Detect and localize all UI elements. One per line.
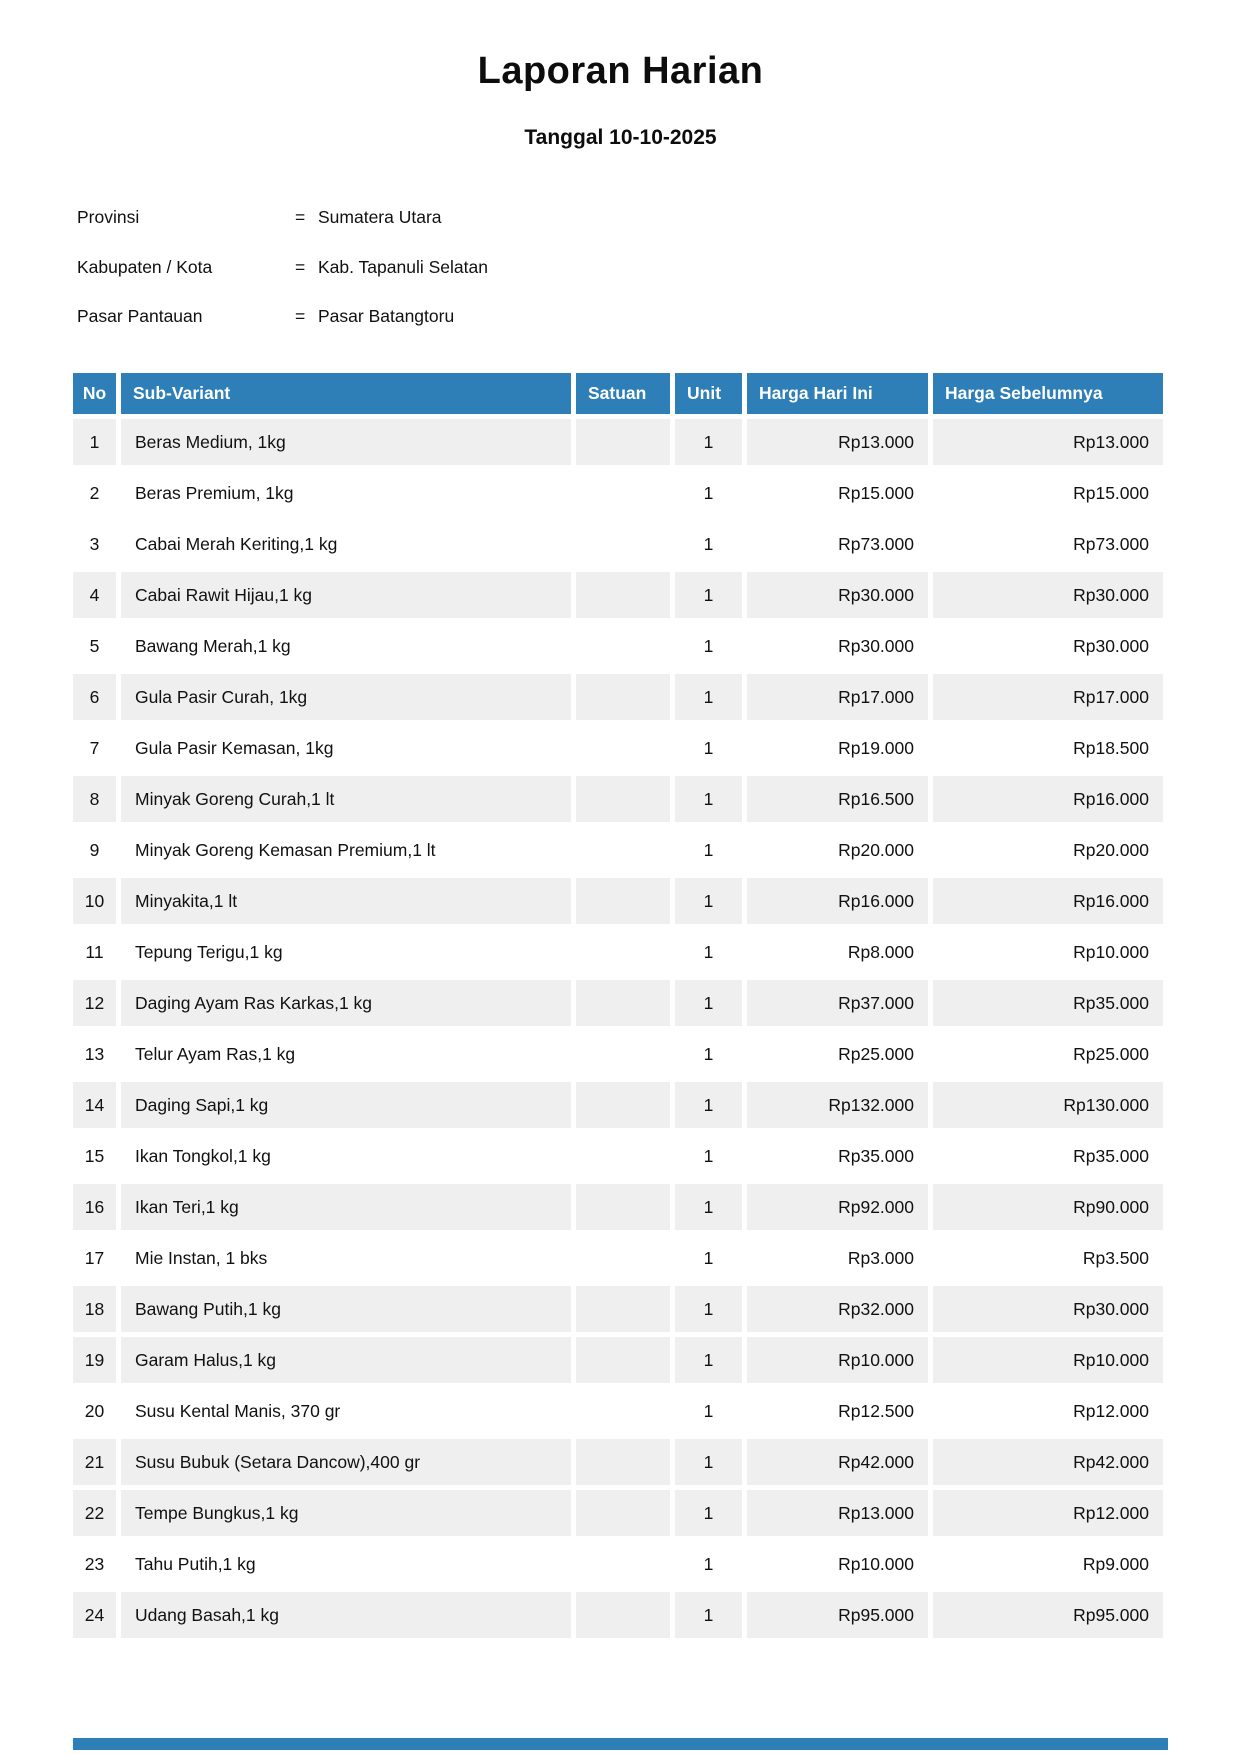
table-row bbox=[73, 1184, 1163, 1230]
cell-satuan bbox=[576, 1082, 670, 1128]
table-row bbox=[73, 1592, 1163, 1638]
cell-satuan bbox=[576, 572, 670, 618]
cell-unit: 1 bbox=[675, 1082, 742, 1128]
metadata-separator: = bbox=[295, 207, 306, 227]
cell-no: 14 bbox=[73, 1082, 116, 1128]
table-row bbox=[73, 725, 1163, 771]
cell-satuan bbox=[576, 521, 670, 567]
column-header-no: No bbox=[73, 373, 116, 414]
cell-unit: 1 bbox=[675, 725, 742, 771]
table-row bbox=[73, 1031, 1163, 1077]
cell-no: 18 bbox=[73, 1286, 116, 1332]
cell-no: 10 bbox=[73, 878, 116, 924]
cell-sub-variant: Udang Basah,1 kg bbox=[121, 1592, 571, 1638]
cell-harga-sebelumnya: Rp90.000 bbox=[933, 1184, 1163, 1230]
cell-harga-sebelumnya: Rp130.000 bbox=[933, 1082, 1163, 1128]
cell-harga-sebelumnya: Rp16.000 bbox=[933, 776, 1163, 822]
cell-satuan bbox=[576, 929, 670, 975]
cell-unit: 1 bbox=[675, 1235, 742, 1281]
cell-sub-variant: Tepung Terigu,1 kg bbox=[121, 929, 571, 975]
cell-satuan bbox=[576, 776, 670, 822]
cell-sub-variant: Susu Bubuk (Setara Dancow),400 gr bbox=[121, 1439, 571, 1485]
cell-no: 9 bbox=[73, 827, 116, 873]
cell-satuan bbox=[576, 674, 670, 720]
cell-harga-sebelumnya: Rp10.000 bbox=[933, 929, 1163, 975]
column-header-harga-sebelumnya: Harga Sebelumnya bbox=[933, 373, 1163, 414]
cell-no: 3 bbox=[73, 521, 116, 567]
table-row bbox=[73, 623, 1163, 669]
cell-harga-sebelumnya: Rp9.000 bbox=[933, 1541, 1163, 1587]
cell-harga-sebelumnya: Rp35.000 bbox=[933, 1133, 1163, 1179]
cell-sub-variant: Cabai Merah Keriting,1 kg bbox=[121, 521, 571, 567]
metadata-label: Provinsi bbox=[77, 207, 140, 227]
cell-sub-variant: Telur Ayam Ras,1 kg bbox=[121, 1031, 571, 1077]
table-body bbox=[73, 419, 1163, 1638]
cell-harga-hari-ini: Rp32.000 bbox=[747, 1286, 928, 1332]
table-row bbox=[73, 419, 1163, 465]
metadata-block bbox=[77, 207, 1241, 327]
cell-sub-variant: Ikan Teri,1 kg bbox=[121, 1184, 571, 1230]
table-row bbox=[73, 1388, 1163, 1434]
table-row bbox=[73, 980, 1163, 1026]
cell-harga-sebelumnya: Rp25.000 bbox=[933, 1031, 1163, 1077]
table-row bbox=[73, 572, 1163, 618]
metadata-row-provinsi bbox=[77, 207, 1241, 228]
cell-harga-sebelumnya: Rp30.000 bbox=[933, 572, 1163, 618]
cell-satuan bbox=[576, 980, 670, 1026]
cell-no: 23 bbox=[73, 1541, 116, 1587]
cell-harga-hari-ini: Rp19.000 bbox=[747, 725, 928, 771]
cell-harga-hari-ini: Rp8.000 bbox=[747, 929, 928, 975]
cell-harga-sebelumnya: Rp20.000 bbox=[933, 827, 1163, 873]
cell-satuan bbox=[576, 725, 670, 771]
cell-harga-sebelumnya: Rp30.000 bbox=[933, 623, 1163, 669]
cell-no: 5 bbox=[73, 623, 116, 669]
cell-harga-sebelumnya: Rp10.000 bbox=[933, 1337, 1163, 1383]
cell-unit: 1 bbox=[675, 521, 742, 567]
next-page-table-header-edge bbox=[73, 1738, 1168, 1750]
cell-unit: 1 bbox=[675, 1490, 742, 1536]
cell-no: 19 bbox=[73, 1337, 116, 1383]
cell-unit: 1 bbox=[675, 623, 742, 669]
cell-harga-hari-ini: Rp10.000 bbox=[747, 1337, 928, 1383]
cell-harga-sebelumnya: Rp73.000 bbox=[933, 521, 1163, 567]
cell-no: 24 bbox=[73, 1592, 116, 1638]
cell-no: 8 bbox=[73, 776, 116, 822]
cell-no: 13 bbox=[73, 1031, 116, 1077]
cell-sub-variant: Bawang Merah,1 kg bbox=[121, 623, 571, 669]
cell-satuan bbox=[576, 1133, 670, 1179]
table-row bbox=[73, 1082, 1163, 1128]
cell-harga-hari-ini: Rp92.000 bbox=[747, 1184, 928, 1230]
cell-sub-variant: Ikan Tongkol,1 kg bbox=[121, 1133, 571, 1179]
cell-harga-hari-ini: Rp42.000 bbox=[747, 1439, 928, 1485]
cell-no: 15 bbox=[73, 1133, 116, 1179]
cell-harga-hari-ini: Rp35.000 bbox=[747, 1133, 928, 1179]
cell-no: 11 bbox=[73, 929, 116, 975]
cell-sub-variant: Beras Premium, 1kg bbox=[121, 470, 571, 516]
cell-sub-variant: Minyakita,1 lt bbox=[121, 878, 571, 924]
metadata-row-pasar-pantauan bbox=[77, 306, 1241, 327]
cell-sub-variant: Bawang Putih,1 kg bbox=[121, 1286, 571, 1332]
table-row bbox=[73, 1133, 1163, 1179]
cell-harga-hari-ini: Rp73.000 bbox=[747, 521, 928, 567]
cell-sub-variant: Tahu Putih,1 kg bbox=[121, 1541, 571, 1587]
cell-unit: 1 bbox=[675, 1541, 742, 1587]
cell-harga-sebelumnya: Rp13.000 bbox=[933, 419, 1163, 465]
cell-satuan bbox=[576, 419, 670, 465]
cell-no: 12 bbox=[73, 980, 116, 1026]
table-row bbox=[73, 1541, 1163, 1587]
cell-satuan bbox=[576, 1337, 670, 1383]
table-row bbox=[73, 1286, 1163, 1332]
cell-unit: 1 bbox=[675, 470, 742, 516]
cell-unit: 1 bbox=[675, 1439, 742, 1485]
cell-no: 20 bbox=[73, 1388, 116, 1434]
cell-satuan bbox=[576, 1439, 670, 1485]
cell-satuan bbox=[576, 1541, 670, 1587]
cell-unit: 1 bbox=[675, 572, 742, 618]
table-row bbox=[73, 521, 1163, 567]
cell-harga-hari-ini: Rp132.000 bbox=[747, 1082, 928, 1128]
table-header-row bbox=[73, 373, 1163, 414]
cell-harga-hari-ini: Rp10.000 bbox=[747, 1541, 928, 1587]
cell-harga-sebelumnya: Rp16.000 bbox=[933, 878, 1163, 924]
cell-sub-variant: Daging Sapi,1 kg bbox=[121, 1082, 571, 1128]
column-header-sub-variant: Sub-Variant bbox=[121, 373, 571, 414]
metadata-value: Sumatera Utara bbox=[318, 207, 442, 227]
cell-harga-sebelumnya: Rp95.000 bbox=[933, 1592, 1163, 1638]
cell-harga-hari-ini: Rp95.000 bbox=[747, 1592, 928, 1638]
cell-satuan bbox=[576, 1490, 670, 1536]
cell-no: 6 bbox=[73, 674, 116, 720]
cell-harga-hari-ini: Rp15.000 bbox=[747, 470, 928, 516]
cell-sub-variant: Tempe Bungkus,1 kg bbox=[121, 1490, 571, 1536]
cell-unit: 1 bbox=[675, 1184, 742, 1230]
cell-no: 4 bbox=[73, 572, 116, 618]
table-row bbox=[73, 929, 1163, 975]
metadata-label: Kabupaten / Kota bbox=[77, 256, 213, 277]
cell-harga-hari-ini: Rp16.000 bbox=[747, 878, 928, 924]
metadata-separator: = bbox=[295, 306, 306, 326]
cell-harga-sebelumnya: Rp35.000 bbox=[933, 980, 1163, 1026]
cell-harga-hari-ini: Rp3.000 bbox=[747, 1235, 928, 1281]
column-header-satuan: Satuan bbox=[576, 373, 670, 414]
cell-unit: 1 bbox=[675, 776, 742, 822]
cell-harga-hari-ini: Rp13.000 bbox=[747, 1490, 928, 1536]
cell-no: 16 bbox=[73, 1184, 116, 1230]
cell-unit: 1 bbox=[675, 1592, 742, 1638]
metadata-value: Pasar Batangtoru bbox=[318, 306, 455, 326]
cell-satuan bbox=[576, 1184, 670, 1230]
page-title: Laporan Harian bbox=[477, 50, 764, 92]
cell-sub-variant: Minyak Goreng Curah,1 lt bbox=[121, 776, 571, 822]
cell-no: 2 bbox=[73, 470, 116, 516]
cell-unit: 1 bbox=[675, 1133, 742, 1179]
cell-harga-sebelumnya: Rp12.000 bbox=[933, 1490, 1163, 1536]
metadata-label: Pasar Pantauan bbox=[77, 306, 203, 326]
cell-unit: 1 bbox=[675, 827, 742, 873]
cell-unit: 1 bbox=[675, 419, 742, 465]
cell-sub-variant: Cabai Rawit Hijau,1 kg bbox=[121, 572, 571, 618]
table-row bbox=[73, 1490, 1163, 1536]
cell-harga-hari-ini: Rp12.500 bbox=[747, 1388, 928, 1434]
cell-sub-variant: Gula Pasir Kemasan, 1kg bbox=[121, 725, 571, 771]
cell-no: 1 bbox=[73, 419, 116, 465]
cell-satuan bbox=[576, 878, 670, 924]
column-header-harga-hari-ini: Harga Hari Ini bbox=[747, 373, 928, 414]
cell-no: 7 bbox=[73, 725, 116, 771]
cell-unit: 1 bbox=[675, 929, 742, 975]
cell-harga-hari-ini: Rp20.000 bbox=[747, 827, 928, 873]
cell-sub-variant: Susu Kental Manis, 370 gr bbox=[121, 1388, 571, 1434]
cell-satuan bbox=[576, 470, 670, 516]
cell-harga-hari-ini: Rp25.000 bbox=[747, 1031, 928, 1077]
cell-unit: 1 bbox=[675, 674, 742, 720]
cell-satuan bbox=[576, 1235, 670, 1281]
cell-unit: 1 bbox=[675, 878, 742, 924]
cell-harga-sebelumnya: Rp12.000 bbox=[933, 1388, 1163, 1434]
cell-no: 22 bbox=[73, 1490, 116, 1536]
cell-harga-sebelumnya: Rp17.000 bbox=[933, 674, 1163, 720]
cell-harga-sebelumnya: Rp3.500 bbox=[933, 1235, 1163, 1281]
cell-harga-hari-ini: Rp17.000 bbox=[747, 674, 928, 720]
cell-sub-variant: Garam Halus,1 kg bbox=[121, 1337, 571, 1383]
cell-satuan bbox=[576, 1592, 670, 1638]
cell-unit: 1 bbox=[675, 1286, 742, 1332]
metadata-separator: = bbox=[295, 256, 306, 277]
cell-sub-variant: Mie Instan, 1 bks bbox=[121, 1235, 571, 1281]
cell-unit: 1 bbox=[675, 1388, 742, 1434]
cell-harga-hari-ini: Rp30.000 bbox=[747, 572, 928, 618]
cell-harga-hari-ini: Rp13.000 bbox=[747, 419, 928, 465]
table-row bbox=[73, 1439, 1163, 1485]
cell-sub-variant: Beras Medium, 1kg bbox=[121, 419, 571, 465]
cell-unit: 1 bbox=[675, 1031, 742, 1077]
cell-sub-variant: Daging Ayam Ras Karkas,1 kg bbox=[121, 980, 571, 1026]
cell-satuan bbox=[576, 1388, 670, 1434]
table-row bbox=[73, 674, 1163, 720]
cell-satuan bbox=[576, 827, 670, 873]
cell-harga-hari-ini: Rp37.000 bbox=[747, 980, 928, 1026]
cell-satuan bbox=[576, 1031, 670, 1077]
cell-unit: 1 bbox=[675, 1337, 742, 1383]
cell-harga-sebelumnya: Rp18.500 bbox=[933, 725, 1163, 771]
page-subtitle: Tanggal 10-10-2025 bbox=[524, 126, 717, 149]
table-row bbox=[73, 470, 1163, 516]
cell-harga-sebelumnya: Rp42.000 bbox=[933, 1439, 1163, 1485]
table-row bbox=[73, 1235, 1163, 1281]
price-table bbox=[68, 368, 1168, 1643]
table-row bbox=[73, 1337, 1163, 1383]
table-row bbox=[73, 827, 1163, 873]
cell-satuan bbox=[576, 1286, 670, 1332]
cell-harga-sebelumnya: Rp15.000 bbox=[933, 470, 1163, 516]
cell-harga-hari-ini: Rp16.500 bbox=[747, 776, 928, 822]
cell-no: 17 bbox=[73, 1235, 116, 1281]
cell-satuan bbox=[576, 623, 670, 669]
cell-no: 21 bbox=[73, 1439, 116, 1485]
cell-sub-variant: Minyak Goreng Kemasan Premium,1 lt bbox=[121, 827, 571, 873]
cell-harga-sebelumnya: Rp30.000 bbox=[933, 1286, 1163, 1332]
metadata-value: Kab. Tapanuli Selatan bbox=[318, 256, 488, 277]
table-row bbox=[73, 776, 1163, 822]
column-header-unit: Unit bbox=[675, 373, 742, 414]
cell-harga-hari-ini: Rp30.000 bbox=[747, 623, 928, 669]
table-row bbox=[73, 878, 1163, 924]
metadata-row-kabupaten-kota bbox=[77, 257, 1241, 278]
cell-unit: 1 bbox=[675, 980, 742, 1026]
cell-sub-variant: Gula Pasir Curah, 1kg bbox=[121, 674, 571, 720]
